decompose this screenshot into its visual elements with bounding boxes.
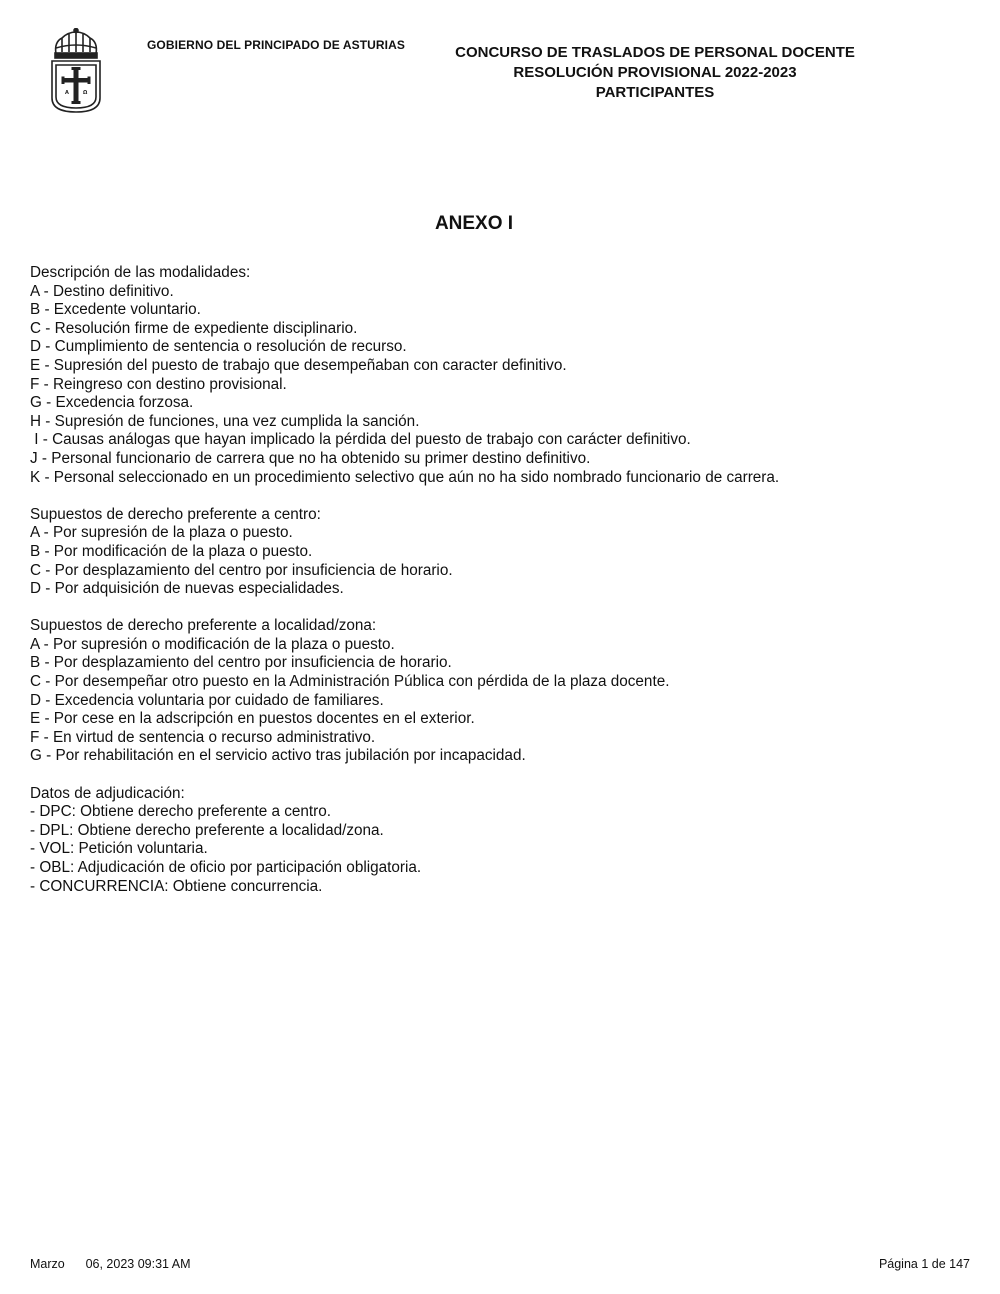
list-item: - DPL: Obtiene derecho preferente a localidad/zona.: [30, 821, 384, 839]
header-title-line-2: RESOLUCIÓN PROVISIONAL 2022-2023: [513, 64, 797, 81]
list-item: H - Supresión de funciones, una vez cumplida la sanción.: [30, 412, 420, 430]
list-item: C - Por desempeñar otro puesto en la Administración Pública con pérdida de la plaza docente.: [30, 673, 670, 691]
list-item: E - Supresión del puesto de trabajo que desempeñaban con caracter definitivo.: [30, 356, 567, 374]
document-body: [30, 264, 970, 915]
list-item: - VOL: Petición voluntaria.: [30, 840, 208, 858]
list-item: J - Personal funcionario de carrera que no ha obtenido su primer destino definitivo.: [30, 449, 591, 467]
list-item: I - Causas análogas que hayan implicado la pérdida del puesto de trabajo con carácter definitivo.: [30, 431, 691, 449]
svg-text:A: A: [65, 90, 69, 96]
list-item: A - Por supresión o modificación de la plaza o puesto.: [30, 635, 395, 653]
list-item: - CONCURRENCIA: Obtiene concurrencia.: [30, 877, 323, 895]
list-item: F - Reingreso con destino provisional.: [30, 375, 287, 393]
list-item: D - Excedencia voluntaria por cuidado de familiares.: [30, 691, 384, 709]
list-item: F - En virtud de sentencia o recurso administrativo.: [30, 728, 376, 746]
section-heading: Datos de adjudicación:: [30, 784, 185, 802]
asturias-coat-of-arms-icon: [48, 28, 104, 114]
section-datos-adjudicacion: [30, 785, 970, 897]
section-heading: Descripción de las modalidades:: [30, 264, 251, 281]
list-item: C - Por desplazamiento del centro por insuficiencia de horario.: [30, 561, 453, 579]
section-derecho-preferente-localidad: [30, 617, 970, 766]
section-heading: Supuestos de derecho preferente a localidad/zona:: [30, 617, 377, 635]
list-item: B - Por desplazamiento del centro por insuficiencia de horario.: [30, 654, 452, 672]
list-item: D - Por adquisición de nuevas especialidades.: [30, 580, 344, 598]
header-title-line-3: PARTICIPANTES: [595, 84, 715, 101]
footer-page-number: Página 1 de 147: [878, 1257, 970, 1271]
annex-title: ANEXO I: [434, 213, 514, 234]
list-item: A - Destino definitivo.: [30, 282, 174, 300]
document-header-titles: [430, 43, 880, 103]
list-item: - DPC: Obtiene derecho preferente a centro.: [30, 803, 332, 821]
list-item: D - Cumplimiento de sentencia o resolución de recurso.: [30, 338, 407, 356]
section-heading: Supuestos de derecho preferente a centro:: [30, 505, 321, 523]
list-item: G - Por rehabilitación en el servicio activo tras jubilación por incapacidad.: [30, 747, 526, 765]
list-item: B - Por modificación de la plaza o puesto.: [30, 542, 313, 560]
list-item: G - Excedencia forzosa.: [30, 394, 194, 412]
section-modalidades: [30, 264, 970, 487]
list-item: - OBL: Adjudicación de oficio por participación obligatoria.: [30, 859, 422, 876]
list-item: C - Resolución firme de expediente disciplinario.: [30, 319, 358, 337]
section-derecho-preferente-centro: [30, 506, 970, 599]
header-title-line-1: CONCURSO DE TRASLADOS DE PERSONAL DOCENTE: [455, 44, 855, 61]
svg-text:Ω: Ω: [83, 90, 88, 96]
government-name: GOBIERNO DEL PRINCIPADO DE ASTURIAS: [147, 38, 405, 52]
list-item: A - Por supresión de la plaza o puesto.: [30, 524, 293, 542]
list-item: K - Personal seleccionado en un procedimiento selectivo que aún no ha sido nombrado funcionario de carrera.: [30, 468, 780, 486]
list-item: E - Por cese en la adscripción en puestos docentes en el exterior.: [30, 710, 475, 728]
list-item: B - Excedente voluntario.: [30, 301, 201, 319]
footer-date: Marzo 06, 2023 09:31 AM: [30, 1257, 191, 1271]
